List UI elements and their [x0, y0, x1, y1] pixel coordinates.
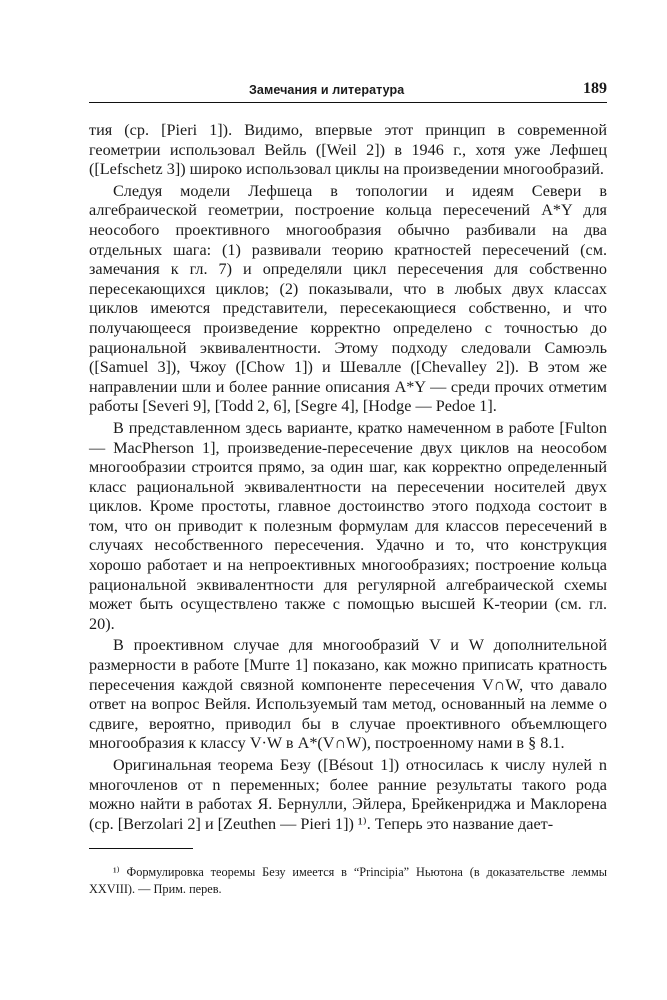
running-title: Замечания и литература — [249, 83, 405, 97]
paragraph-projective-case: В проективном случае для многообразий V и W дополнительной размерности в работе [Murre 1] показано, как можно приписать кратность пересечения каждой связной компоненте пересечения V∩W, что давало ответ на вопрос Вейля. Используемый там метод, основанный на лемме о сдвиге, вероятно, приводил бы в случае проективного объемлющего многообразия к классу V·W в A*(V∩W), построенному нами в § 8.1. — [89, 636, 607, 753]
running-header — [89, 80, 607, 103]
paragraph-continuation: тия (ср. [Pieri 1]). Видимо, впервые этот принцип в современной геометрии использовал Вейль ([Weil 2]) в 1946 г., хотя уже Лефшец ([Lefschetz 3]) широко использовал циклы на произведении многообразий. — [89, 121, 607, 179]
paragraph-bezout: Оригинальная теорема Безу ([Bésout 1]) относилась к числу нулей n многочленов от n переменных; более ранние результаты такого рода можно найти в работах Я. Бернулли, Эйлера, Брейкенриджа и Маклорена (ср. [Berzolari 2] и [Zeuthen — Pieri 1]) ¹⁾. Теперь это название дает- — [89, 756, 607, 833]
footnote-divider — [89, 848, 193, 849]
footnote: ¹⁾ Формулировка теоремы Безу имеется в “Principia” Ньютона (в доказательстве леммы XXVIII). — Прим. перев. — [89, 865, 607, 897]
main-text — [89, 121, 607, 834]
paragraph-present-variant: В представленном здесь варианте, кратко намеченном в работе [Fulton — MacPherson 1], произведение-пересечение двух циклов на неособом многообразии строится прямо, за один шаг, как корректно определенный класс рациональной эквивалентности на пересечении носителей двух циклов. Кроме простоты, главное достоинство этого подхода состоит в том, что он приводит к полезным формулам для классов пересечений в случаях несобственного пересечения. Удачно и то, что конструкция хорошо работает и на непроективных многообразиях; построение кольца рациональной эквивалентности для регулярной алгебраической схемы может быть осуществлено также с помощью высшей K-теории (см. гл. 20). — [89, 418, 607, 633]
page-number: 189 — [583, 80, 607, 97]
paragraph-lefschetz-model: Следуя модели Лефшеца в топологии и идеям Севери в алгебраической геометрии, построение кольца пересечений A*Y для неособого проективного многообразия обычно разбивали на два отдельных шага: (1) развивали теорию кратностей пересечений (см. замечания к гл. 7) и определяли цикл пересечения для собственно пересекающихся циклов; (2) показывали, что в любых двух классах циклов имеются представители, пересекающиеся собственно, и что получающееся произведение корректно определено с точностью до рациональной эквивалентности. Этому подходу следовали Самюэль ([Samuel 3]), Чжоу ([Chow 1]) и Шевалле ([Chevalley 2]). В этом же направлении шли и более ранние описания A*Y — среди прочих отметим работы [Severi 9], [Todd 2, 6], [Segre 4], [Hodge — Pedoe 1]. — [89, 181, 607, 416]
